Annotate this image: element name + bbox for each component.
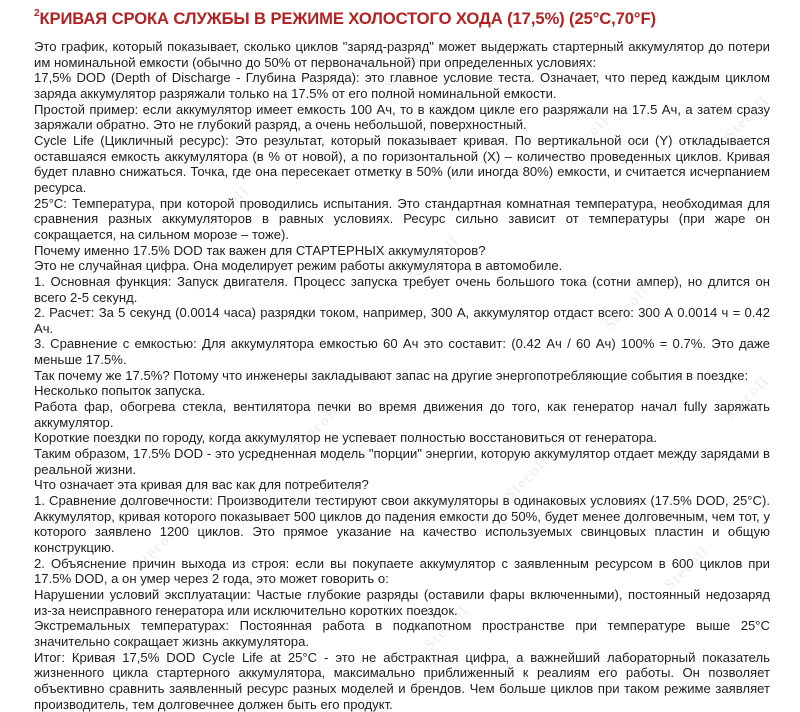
watermark: Stecoll xyxy=(202,182,253,234)
paragraph-start-attempts: Несколько попыток запуска. xyxy=(34,383,206,399)
paragraph-example: Простой пример: если аккумулятор имеет емкость 100 Ач, то в каждом цикле его разряжали на 17.5 Ач, а затем сразу заряжали обратно. Это не глубокий разряд, а очень небольшой, поверхностный. xyxy=(34,101,770,133)
paragraph-temperature: 25°С: Температура, при которой проводились испытания. Это стандартная комнатная температура, необходимая для сравнения разных аккумуляторов в равных условиях. Ресурс сильно зависит от температуры (при жаре он сокращается, на сильном морозе – тоже). xyxy=(34,195,770,242)
article-body xyxy=(34,39,770,712)
paragraph-summary-model: Таким образом, 17.5% DOD - это усредненная модель "порции" энергии, которую аккумулятор отдает между зарядами в реальной жизни. xyxy=(34,446,770,477)
page-title xyxy=(34,9,794,29)
title-text: КРИВАЯ СРОКА СЛУЖБЫ В РЕЖИМЕ ХОЛОСТОГО ХОДА (17,5%) (25°С,70°F) xyxy=(39,9,656,28)
watermark: Stecoll xyxy=(602,282,653,334)
paragraph-why-17-5: Так почему же 17.5%? Потому что инженеры закладывают запас на другие энергопотребляющие события в поездке: xyxy=(34,367,749,383)
title-superscript: 2 xyxy=(34,8,40,20)
paragraph-dod: 17,5% DOD (Depth of Discharge - Глубина Разряда): это главное условие теста. Означает, что перед каждым циклом заряда аккумулятор разряжали только на 17.5% от его полной номинальной емкости. xyxy=(34,70,770,101)
watermark: Stecoll xyxy=(412,232,463,284)
paragraph-failure-reasons: 2. Объяснение причин выхода из строя: если вы покупаете аккумулятор с заявленным ресурсом в 600 циклов при 17.5% DOD, а он умер через 2 года, это может говорить о: xyxy=(34,555,770,587)
watermark: Stecoll xyxy=(292,402,343,454)
paragraph-lights: Работа фар, обогрева стекла, вентилятора печки во время движения до того, как генератор начал fully заряжать аккумулятор. xyxy=(34,399,770,430)
paragraph-extreme-temps: Экстремальных температурах: Постоянная работа в подкапотном пространстве при температуре выше 25°С значительно сокращает жизнь аккумулятора. xyxy=(34,618,770,649)
watermark: Stecoll xyxy=(132,522,183,574)
paragraph-short-trips: Короткие поездки по городу, когда аккумулятор не успевает полностью восстановиться от генератора. xyxy=(34,430,657,446)
paragraph-violations: Нарушении условий эксплуатации: Частые глубокие разряды (оставили фары включенными), постоянный недозаряд из-за неисправного генератора или исключительно коротких поездок. xyxy=(34,586,770,618)
paragraph-cycle-life: Cycle Life (Цикличный ресурс): Это результат, который показывает кривая. По вертикальной оси (Y) откладывается оставшаяся емкость аккумулятора (в % от новой), а по горизонтальной (X) – количество проведенных циклов. Кривая будет плавно снижаться. Точка, где она пересекает отметку в 50% (или иногда 80%) емкости, и считается исчерпанием ресурса. xyxy=(34,132,770,195)
paragraph-question-consumer: Что означает эта кривая для вас как для потребителя? xyxy=(34,477,369,493)
paragraph-intro: Это график, который показывает, сколько циклов "заряд-разряд" может выдержать стартерный аккумулятор до потери им номинальной емкости (обычно до 50% от первоначальной) при определенных условиях: xyxy=(34,39,770,70)
paragraph-point-1: 1. Основная функция: Запуск двигателя. Процесс запуска требует очень большого тока (сотни ампер), но длится он всего 2-5 секунд. xyxy=(34,273,770,305)
watermark: Stecoll xyxy=(722,372,773,424)
watermark: Stecoll xyxy=(382,42,433,94)
paragraph-comparison: 1. Сравнение долговечности: Производители тестируют свои аккумуляторы в одинаковых условиях (17.5% DOD, 25°С). Аккумулятор, кривая которого показывает 500 циклов до падения емкости до 50%, будет менее долговечным, чем тот, у которого заявлено 1200 циклов. Это прямое указание на качество используемых свинцовых пластин и общую конструкцию. xyxy=(34,493,770,555)
watermark: Stecoll xyxy=(422,602,473,654)
paragraph-point-2: 2. Расчет: За 5 секунд (0.0014 часа) разрядки током, например, 300 А, аккумулятор отдаст всего: 300 А 0.0014 ч = 0.42 Ач. xyxy=(34,305,770,336)
watermark: Stecoll xyxy=(562,112,613,164)
paragraph-conclusion: Итог: Кривая 17,5% DOD Cycle Life at 25°C - это не абстрактная цифра, а важнейший лабораторный показатель жизненного цикла стартерного аккумулятора, максимально приближенный к реалиям его работы. Он позволяет объективно сравнить заявленный ресурс разных моделей и брендов. Чем больше циклов при таком режиме заявляет производитель, тем долговечнее должен быть его продукт. xyxy=(34,649,770,712)
paragraph-not-random: Это не случайная цифра. Она моделирует режим работы аккумулятора в автомобиле. xyxy=(34,258,563,274)
watermark: Stecoll xyxy=(502,452,553,504)
watermark: Stecoll xyxy=(722,92,773,144)
paragraph-point-3: 3. Сравнение с емкостью: Для аккумулятора емкостью 60 Ач это составит: (0.42 Ач / 60 Ач) 100% = 0.7%. Это даже меньше 17.5%. xyxy=(34,336,770,368)
paragraph-question-why: Почему именно 17.5% DOD так важен для СТАРТЕРНЫХ аккумуляторов? xyxy=(34,242,486,258)
watermark: Stecoll xyxy=(662,542,713,594)
